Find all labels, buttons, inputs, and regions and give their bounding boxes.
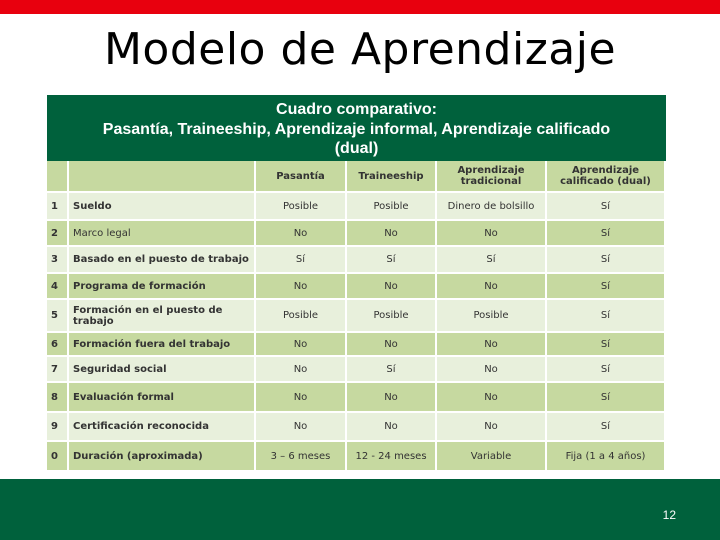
row-criterion: Marco legal bbox=[69, 221, 256, 247]
row-value: No bbox=[437, 221, 547, 247]
table-row bbox=[47, 357, 666, 383]
row-criterion: Duración (aproximada) bbox=[69, 442, 256, 472]
row-criterion: Basado en el puesto de trabajo bbox=[69, 247, 256, 274]
comparison-grid bbox=[47, 161, 666, 472]
row-value: Sí bbox=[256, 247, 347, 274]
row-value: No bbox=[256, 413, 347, 442]
row-value: Posible bbox=[347, 300, 437, 333]
page-number: 12 bbox=[662, 508, 676, 522]
row-value: No bbox=[347, 274, 437, 300]
row-value: Posible bbox=[256, 300, 347, 333]
table-row bbox=[47, 383, 666, 413]
row-value: Sí bbox=[547, 193, 666, 221]
row-criterion: Evaluación formal bbox=[69, 383, 256, 413]
row-value: No bbox=[256, 357, 347, 383]
row-value: Sí bbox=[547, 357, 666, 383]
row-value: No bbox=[437, 413, 547, 442]
table-header-banner bbox=[47, 95, 666, 161]
row-criterion: Sueldo bbox=[69, 193, 256, 221]
bottom-footer-bar bbox=[0, 479, 720, 540]
row-value: Sí bbox=[547, 247, 666, 274]
row-criterion: Certificación reconocida bbox=[69, 413, 256, 442]
row-value: No bbox=[437, 383, 547, 413]
row-number: 5 bbox=[47, 300, 69, 333]
table-row bbox=[47, 333, 666, 357]
row-value: Sí bbox=[547, 413, 666, 442]
row-number: 9 bbox=[47, 413, 69, 442]
row-value: Sí bbox=[547, 333, 666, 357]
column-header-num bbox=[47, 161, 69, 193]
table-row bbox=[47, 221, 666, 247]
row-value: No bbox=[347, 413, 437, 442]
row-number: 7 bbox=[47, 357, 69, 383]
row-value: Posible bbox=[256, 193, 347, 221]
table-row bbox=[47, 442, 666, 472]
row-value: No bbox=[347, 221, 437, 247]
table-row bbox=[47, 274, 666, 300]
row-value: No bbox=[256, 333, 347, 357]
row-value: 12 - 24 meses bbox=[347, 442, 437, 472]
table-header-line-1: Cuadro comparativo: bbox=[276, 101, 437, 118]
row-value: Sí bbox=[547, 221, 666, 247]
row-number: 1 bbox=[47, 193, 69, 221]
row-number: 2 bbox=[47, 221, 69, 247]
table-header-line-2: Pasantía, Traineeship, Aprendizaje informal, Aprendizaje calificado bbox=[102, 121, 611, 138]
table-row bbox=[47, 413, 666, 442]
row-value: Dinero de bolsillo bbox=[437, 193, 547, 221]
table-body bbox=[47, 193, 666, 472]
column-header: Aprendizaje calificado (dual) bbox=[547, 161, 666, 193]
column-header-row bbox=[47, 161, 666, 193]
row-value: Sí bbox=[347, 357, 437, 383]
comparison-table bbox=[47, 95, 666, 477]
row-number: 3 bbox=[47, 247, 69, 274]
row-value: Variable bbox=[437, 442, 547, 472]
row-number: 8 bbox=[47, 383, 69, 413]
row-number: 6 bbox=[47, 333, 69, 357]
row-value: No bbox=[437, 274, 547, 300]
column-header: Pasantía bbox=[256, 161, 347, 193]
row-value: No bbox=[256, 221, 347, 247]
row-number: 4 bbox=[47, 274, 69, 300]
row-value: Posible bbox=[347, 193, 437, 221]
column-header: Traineeship bbox=[347, 161, 437, 193]
row-value: 3 – 6 meses bbox=[256, 442, 347, 472]
row-value: No bbox=[256, 383, 347, 413]
row-criterion: Programa de formación bbox=[69, 274, 256, 300]
row-value: Sí bbox=[547, 383, 666, 413]
row-criterion: Seguridad social bbox=[69, 357, 256, 383]
row-value: Posible bbox=[437, 300, 547, 333]
table-row bbox=[47, 247, 666, 274]
row-value: No bbox=[437, 333, 547, 357]
table-header-line-3: (dual) bbox=[334, 140, 379, 157]
row-value: Sí bbox=[547, 274, 666, 300]
row-value: No bbox=[256, 274, 347, 300]
row-value: Sí bbox=[547, 300, 666, 333]
top-accent-bar bbox=[0, 0, 720, 14]
row-value: No bbox=[437, 357, 547, 383]
column-header-criterion bbox=[69, 161, 256, 193]
table-row bbox=[47, 193, 666, 221]
row-criterion: Formación en el puesto de trabajo bbox=[69, 300, 256, 333]
row-value: No bbox=[347, 333, 437, 357]
row-criterion: Formación fuera del trabajo bbox=[69, 333, 256, 357]
row-number: 0 bbox=[47, 442, 69, 472]
row-value: No bbox=[347, 383, 437, 413]
row-value: Fija (1 a 4 años) bbox=[547, 442, 666, 472]
slide-title: Modelo de Aprendizaje bbox=[103, 24, 617, 75]
row-value: Sí bbox=[347, 247, 437, 274]
column-header: Aprendizaje tradicional bbox=[437, 161, 547, 193]
row-value: Sí bbox=[437, 247, 547, 274]
table-row bbox=[47, 300, 666, 333]
